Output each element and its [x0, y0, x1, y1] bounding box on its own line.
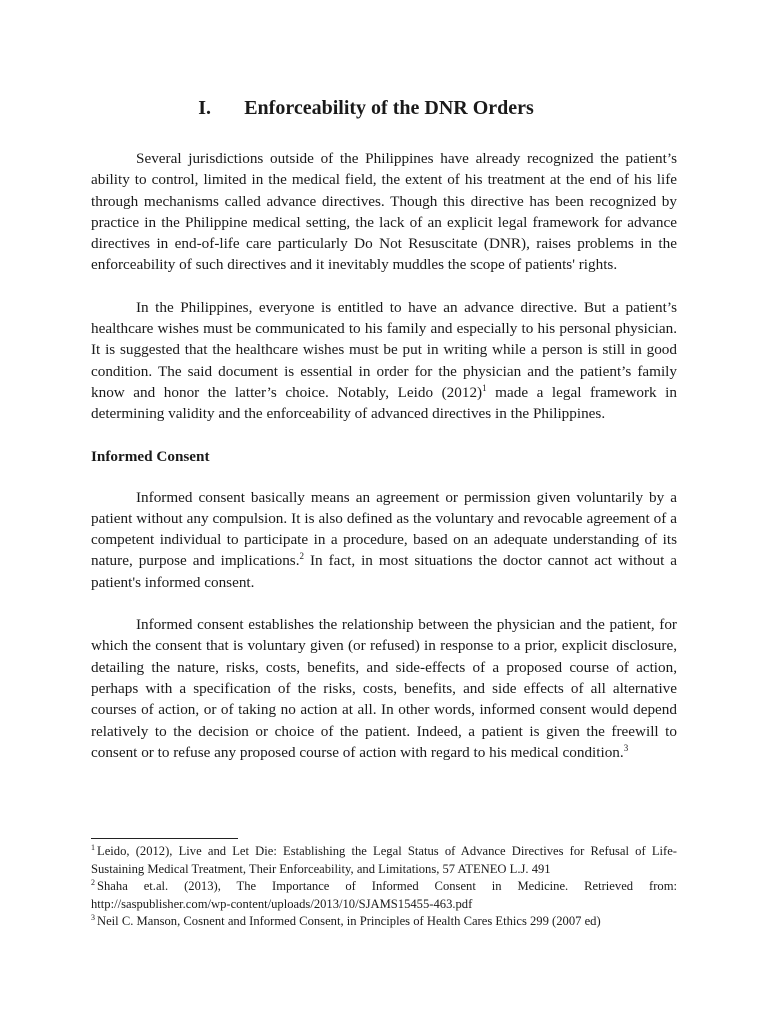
- footnote-text: Shaha et.al. (2013), The Importance of Informed Consent in Medicine. Retrieved from: http://saspublisher.com/wp-content/uploads/2013/10/SJAMS15455-463.pdf: [91, 879, 677, 911]
- paragraph-informed-consent-relationship: [91, 614, 677, 763]
- footnote-1: [91, 843, 677, 878]
- footnote-3: [91, 913, 677, 931]
- footnote-text: Leido, (2012), Live and Let Die: Establishing the Legal Status of Advance Directives for Refusal of Life-Sustaining Medical Treatment, Their Enforceability, and Limitations, 57 ATENEO L.J. 491: [91, 844, 677, 876]
- footnote-ref-3: 3: [623, 742, 629, 753]
- paragraph-text: Informed consent basically means an agreement or permission given voluntarily by a patient without any compulsion. It is also defined as the voluntary and revocable agreement of a competent individual to participate in a procedure, based on an adequate understanding of its nature, purpose and implications.: [91, 488, 677, 570]
- footnote-number: 3: [91, 913, 95, 923]
- footnote-text: Neil C. Manson, Cosnent and Informed Consent, in Principles of Health Cares Ethics 299 (2007 ed): [97, 914, 601, 929]
- paragraph-text: In fact, in most situations the doctor cannot act without a patient's informed consent.: [91, 552, 678, 591]
- paragraph-text: Informed consent establishes the relationship between the physician and the patient, for which the consent that is voluntary given (or refused) in response to a prior, explicit disclosure, detailing the nature, risks, costs, benefits, and side-effects of a proposed course of action, perhaps with a specification of the risks, costs, benefits, and side effects of all alternative courses of action, or of taking no action at all. In other words, informed consent would depend relatively to the decision or choice of the patient. Indeed, a patient is given the freewill to consent or to refuse any proposed course of action with regard to his medical condition.: [91, 616, 677, 761]
- subsection-heading: Informed Consent: [91, 447, 210, 465]
- footnotes: [91, 838, 677, 931]
- footnote-number: 1: [91, 843, 95, 852]
- footnote-number: 2: [91, 878, 95, 888]
- paragraph-advance-directives: Several jurisdictions outside of the Philippines have already recognized the patient’s ability to control, limited in the medical field, the extent of his treatment at the end of his life through mechanisms called advance directives. Though this directive has been recognized by practice in the Philippine medical setting, the lack of an explicit legal framework for advance directives in end-of-life care particularly Do Not Resuscitate (DNR), raises problems in the enforceability of such directives and it inevitably muddles the scope of patients' rights.: [91, 150, 677, 274]
- footnote-ref-1: 1: [482, 382, 487, 393]
- paragraph-philippines: [91, 297, 677, 425]
- footnote-ref-2: 2: [299, 551, 305, 562]
- footnote-divider: [91, 838, 238, 839]
- section-number: I.: [198, 97, 211, 119]
- paragraph-text: made a legal framework in determining validity and the enforceability of advanced directives in the Philippines.: [91, 383, 677, 423]
- paragraph-text: In the Philippines, everyone is entitled to have an advance directive. But a patient’s healthcare wishes must be communicated to his family and especially to his personal physician. It is suggested that the healthcare wishes must be put in writing while a person is still in good condition. The said document is essential in order for the physician and the patient’s family know and honor the latter’s choice. Notably, Leido (2012): [91, 298, 677, 401]
- paragraph-informed-consent-definition: [91, 487, 677, 593]
- section-heading: [73, 94, 659, 122]
- page-body: [91, 94, 677, 784]
- footnote-2: [91, 878, 677, 913]
- section-title: Enforceability of the DNR Orders: [244, 97, 534, 119]
